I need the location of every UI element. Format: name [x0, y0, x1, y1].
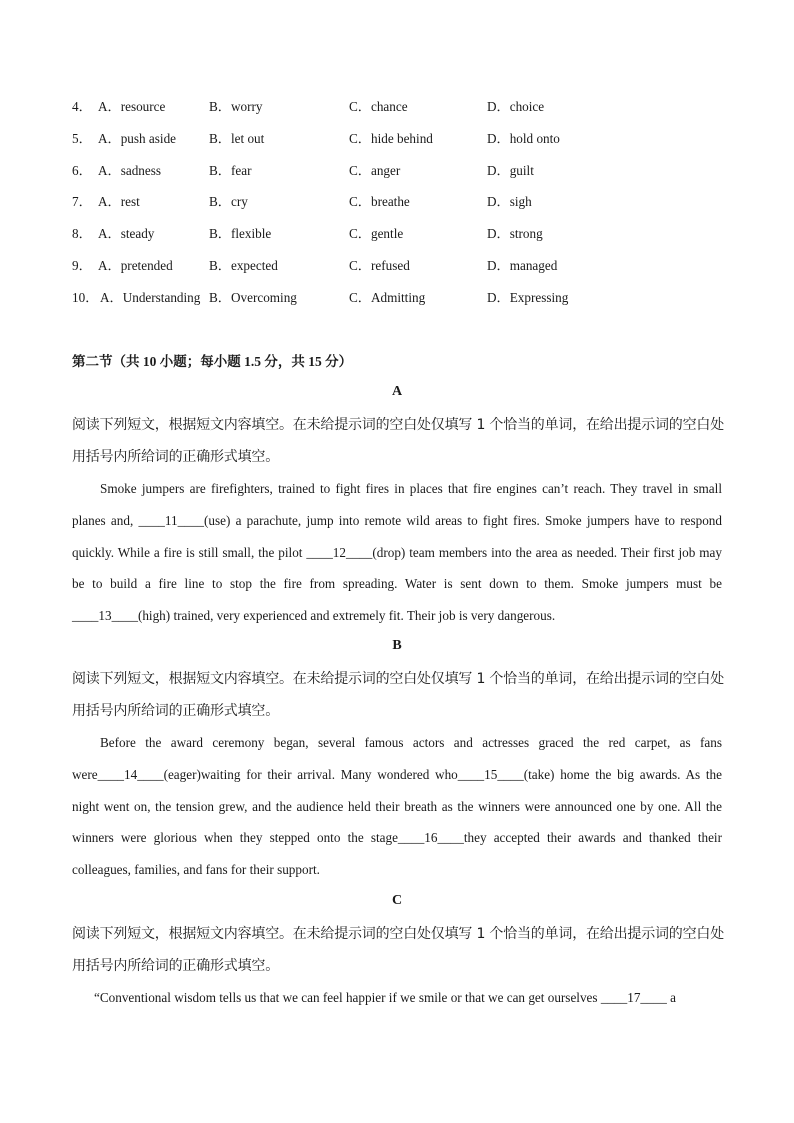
part-b-label: B: [392, 638, 402, 653]
option-a: A．resource: [98, 99, 166, 114]
option-row-6: [72, 160, 732, 192]
question-number: 4．: [72, 99, 92, 114]
part-b-passage: Before the award ceremony began, several famous actors and actresses graced the red carpet, as fans were____14____(eager)waiting for their arrival. Many wondered who____15____(take) home the big awards. As the night went on, the tension grew, and the audience held their breath as the winners were announced one by one. All the winners were glorious when they stepped onto the stage____16____they accepted their awards and thanked their colleagues, families, and fans for their support.: [72, 735, 722, 878]
option-d: D．managed: [487, 257, 558, 273]
blank-16: ____16____: [397, 830, 464, 846]
option-row-9: [72, 255, 732, 287]
blank-15: ____15____: [457, 766, 524, 782]
option-b: B．flexible: [209, 226, 272, 242]
option-a: A．pretended: [98, 257, 173, 273]
option-d: D．sigh: [487, 194, 532, 210]
option-d: D．Expressing: [487, 289, 569, 305]
option-row-10: [72, 287, 732, 319]
part-c-passage: “Conventional wisdom tells us that we can feel happier if we smile or that we can get ourselves ____17____ a: [94, 990, 676, 1005]
question-number: 6．: [72, 162, 92, 178]
option-a: A．Understanding: [100, 289, 201, 305]
part-a-passage: Smoke jumpers are firefighters, trained to fight fires in places that fire engines can’t reach. They travel in small planes and, ____11____(use) a parachute, jump into remote wild areas to fight fires. Smoke jumpers have to respond quickly. While a fire is still small, the pilot ____12____(drop) team members into the area as needed. Their first job may be to build a fire line to stop the fire from spreading. Water is sent down to them. Smoke jumpers must be ____13____(high) trained, very experienced and extremely fit. Their job is very dangerous.: [72, 481, 723, 624]
option-row-8: [72, 223, 732, 255]
option-d: D．hold onto: [487, 130, 560, 146]
blank-13: ____13____: [72, 608, 138, 624]
option-c: C．hide behind: [349, 130, 433, 146]
question-number: 9．: [72, 257, 92, 273]
part-c-label: C: [391, 893, 403, 908]
option-c: C．breathe: [349, 194, 410, 210]
question-number: 7．: [72, 194, 92, 210]
option-a: A．steady: [98, 226, 155, 242]
option-row-4: [72, 96, 732, 128]
option-b: B．let out: [209, 130, 265, 146]
option-a: A．sadness: [98, 162, 162, 178]
option-d: D．strong: [487, 226, 543, 242]
blank-11: ____11____: [138, 512, 204, 528]
option-c: C．refused: [349, 257, 410, 273]
part-c-instruction: 阅读下列短文，根据短文内容填空。在未给提示词的空白处仅填写 1 个恰当的单词，在给出提示词的空白处用括号内所给词的正确形式填空。: [72, 926, 725, 974]
question-number: 10．: [72, 289, 99, 305]
section-title: 第二节（共 10 小题；每小题 1.5 分，共 15 分）: [72, 354, 353, 369]
option-a: A．push aside: [98, 130, 177, 146]
blank-14: ____14____: [97, 766, 164, 782]
option-b: B．cry: [209, 194, 248, 210]
option-b: B．worry: [209, 99, 263, 114]
answer-options-list: [72, 96, 732, 319]
option-b: B．Overcoming: [209, 289, 297, 305]
option-a: A．rest: [98, 194, 140, 210]
option-row-5: [72, 128, 732, 160]
blank-12: ____12____: [306, 544, 373, 560]
question-number: 8．: [72, 226, 92, 242]
blank-17: ____17____: [600, 990, 667, 1005]
option-c: C．anger: [349, 162, 401, 178]
part-b-instruction: 阅读下列短文，根据短文内容填空。在未给提示词的空白处仅填写 1 个恰当的单词，在给出提示词的空白处用括号内所给词的正确形式填空。: [72, 671, 725, 719]
option-row-7: [72, 191, 732, 223]
option-b: B．fear: [209, 162, 252, 178]
part-a-instruction: 阅读下列短文，根据短文内容填空。在未给提示词的空白处仅填写 1 个恰当的单词，在给出提示词的空白处用括号内所给词的正确形式填空。: [72, 417, 725, 465]
part-a-label: A: [391, 384, 403, 399]
option-c: C．Admitting: [349, 289, 426, 305]
option-c: C．chance: [349, 99, 408, 114]
option-d: D．guilt: [487, 162, 534, 178]
option-c: C．gentle: [349, 226, 404, 242]
question-number: 5．: [72, 130, 92, 146]
option-d: D．choice: [487, 99, 545, 114]
option-b: B．expected: [209, 257, 278, 273]
